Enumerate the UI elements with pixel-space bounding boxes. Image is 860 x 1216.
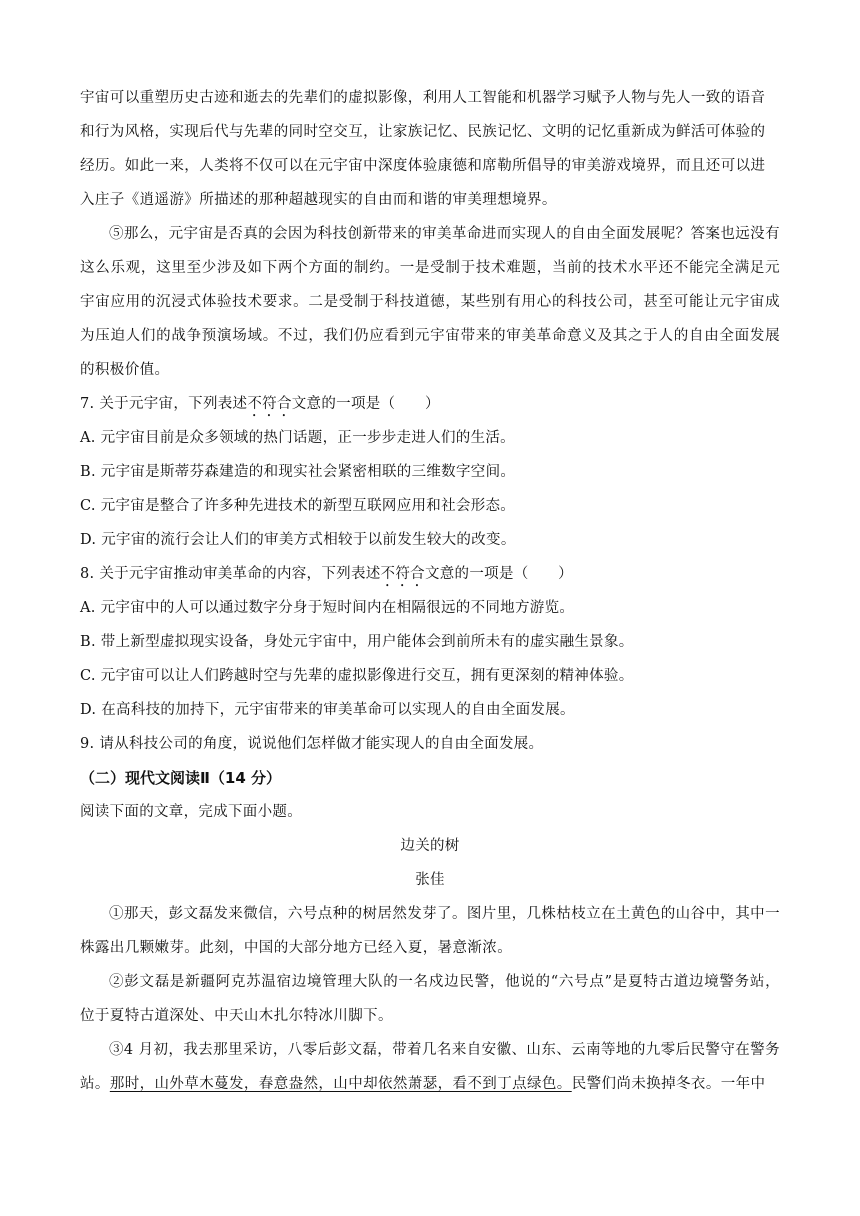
article-paragraph-3-end: 民警们尚未换掉冬衣。一年中 — [571, 1076, 766, 1092]
question-8-option-c: C. 元宇宙可以让人们跨越时空与先辈的虚拟影像进行交互，拥有更深刻的精神体验。 — [80, 668, 634, 684]
question-8-emphasis: 不符合 — [380, 566, 425, 582]
article-author: 张佳 — [415, 872, 445, 888]
section-instruction: 阅读下面的文章，完成下面小题。 — [80, 804, 302, 820]
passage-paragraph-4-line: 和行为风格，实现后代与先辈的同时空交互，让家族记忆、民族记忆、文明的记忆重新成为鲜活可体验的 — [80, 124, 766, 140]
question-7-emphasis: 不符合 — [247, 396, 292, 412]
passage-paragraph-4-line: 宇宙可以重塑历史古迹和逝去的先辈们的虚拟影像，利用人工智能和机器学习赋予人物与先人一致的语音 — [80, 90, 766, 106]
article-title: 边关的树 — [400, 838, 460, 854]
article-paragraph-1: ①那天，彭文磊发来微信，六号点种的树居然发芽了。图片里，几株枯枝立在土黄色的山谷中，其中一株露出几颗嫩芽。此刻，中国的大部分地方已经入夏，暑意渐浓。 — [80, 906, 780, 956]
section-heading: （二）现代文阅读Ⅱ（14 分） — [80, 769, 281, 787]
article-paragraph-3 — [80, 1033, 780, 1101]
question-8-stem-post: 文意的一项是（ ） — [424, 566, 573, 582]
document-content — [80, 81, 780, 1101]
passage-paragraph-5: ⑤那么，元宇宙是否真的会因为科技创新带来的审美革命进而实现人的自由全面发展呢？答案也远没有这么乐观，这里至少涉及如下两个方面的制约。一是受制于技术难题，当前的技术水平还不能完全满足元宇宙应用的沉浸式体验技术要求。二是受制于科技道德，某些别有用心的科技公司，甚至可能让元宇宙成为压迫人们的战争预演场域。不过，我们仍应看到元宇宙带来的审美革命意义及其之于人的自由全面发展的积极价值。 — [80, 226, 780, 378]
underlined-sentence: 那时，山外草木蔓发，春意盎然，山中却依然萧瑟，看不到丁点绿色。 — [109, 1076, 572, 1092]
question-8-option-d: D. 在高科技的加持下，元宇宙带来的审美革命可以实现人的自由全面发展。 — [80, 702, 575, 718]
article-paragraph-3-start: ③4 月初，我去那里采访，八零后彭文磊，带着几名来自安徽、山东、云南等地的九零后民警守在警务站。 — [80, 1042, 780, 1092]
question-8-stem — [80, 557, 780, 591]
passage-paragraph-4-line: 入庄子《逍遥游》所描述的那种超越现实的自由而和谐的审美理想境界。 — [80, 192, 557, 208]
question-8-option-a: A. 元宇宙中的人可以通过数字分身于短时间内在相隔很远的不同地方游览。 — [80, 600, 575, 616]
article-paragraph-2: ②彭文磊是新疆阿克苏温宿边境管理大队的一名戍边民警，他说的“六号点”是夏特古道边境警务站，位于夏特古道深处、中天山木扎尔特冰川脚下。 — [80, 974, 780, 1024]
question-8-option-b: B. 带上新型虚拟现实设备，身处元宇宙中，用户能体会到前所未有的虚实融生景象。 — [80, 634, 634, 650]
passage-paragraph-4-line: 经历。如此一来，人类将不仅可以在元宇宙中深度体验康德和席勒所倡导的审美游戏境界，而且还可以进 — [80, 158, 766, 174]
question-7-stem-post: 文意的一项是（ ） — [291, 396, 440, 412]
question-7-stem — [80, 387, 780, 421]
question-7-stem-pre: 7. 关于元宇宙，下列表述 — [80, 396, 248, 412]
question-7-option-b: B. 元宇宙是斯蒂芬森建造的和现实社会紧密相联的三维数字空间。 — [80, 464, 516, 480]
question-7-option-c: C. 元宇宙是整合了许多种先进技术的新型互联网应用和社会形态。 — [80, 498, 516, 514]
question-7-option-d: D. 元宇宙的流行会让人们的审美方式相较于以前发生较大的改变。 — [80, 532, 516, 548]
question-9: 9. 请从科技公司的角度，说说他们怎样做才能实现人的自由全面发展。 — [80, 736, 544, 752]
question-8-stem-pre: 8. 关于元宇宙推动审美革命的内容，下列表述 — [80, 566, 381, 582]
question-7-option-a: A. 元宇宙目前是众多领域的热门话题，正一步步走进人们的生活。 — [80, 430, 515, 446]
